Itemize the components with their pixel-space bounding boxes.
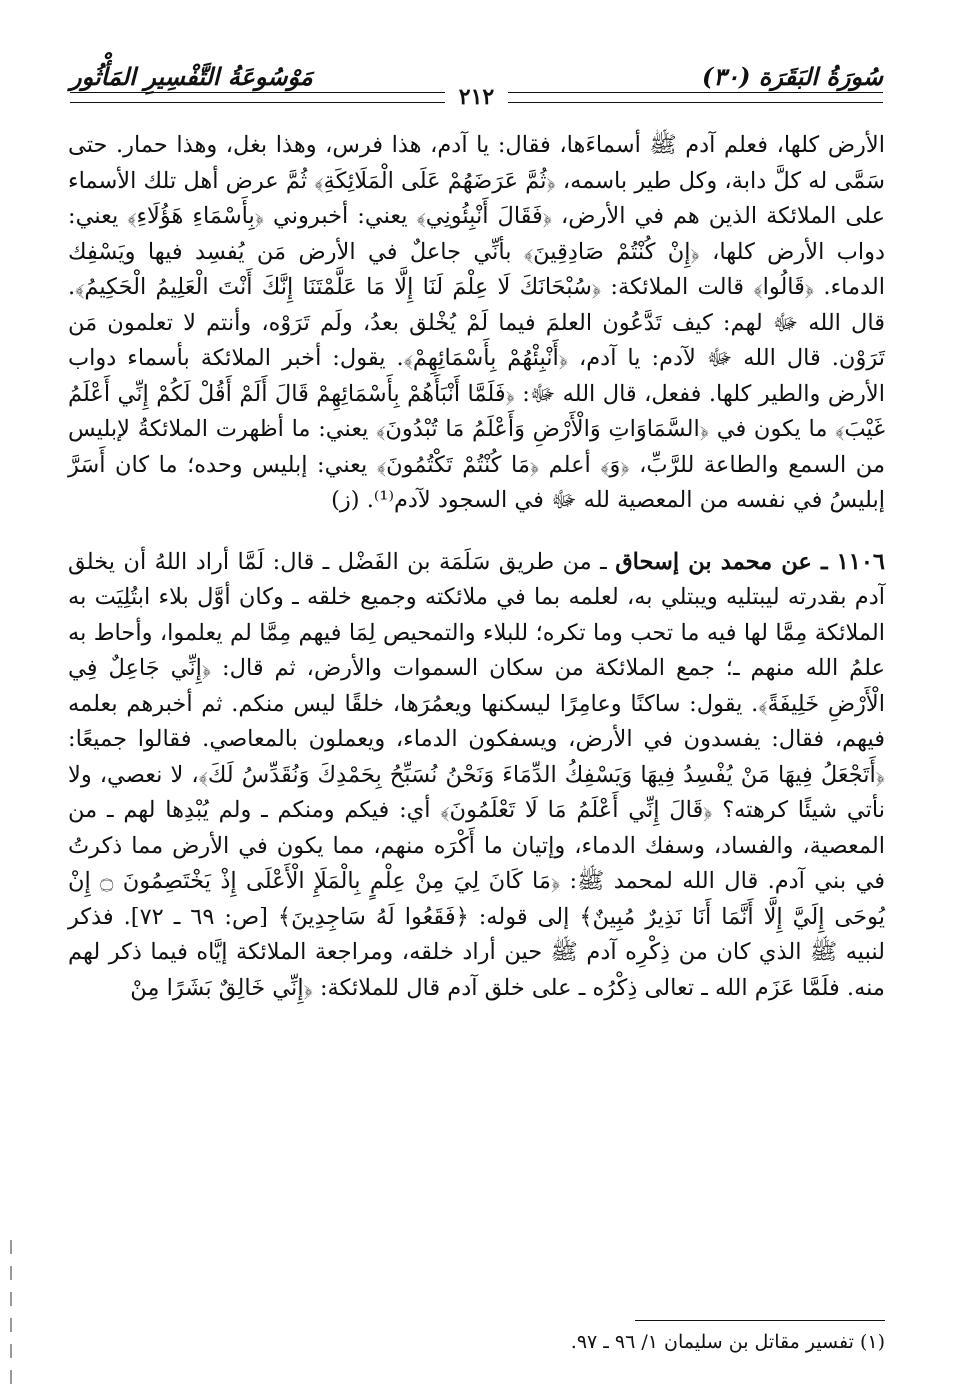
paragraph-1: الأرض كلها، فعلم آدم ﷺ أسماءَها، فقال: يا آدم، هذا فرس، وهذا بغل، وهذا حمار. حتى سَمَّى له كلَّ دابة، وكل طير باسمه، ﴿ثُمَّ عَرَضَهُمْ عَلَى الْمَلَائِكَةِ﴾ ثُمَّ عرض أهل تلك الأسماء على الملائكة الذين هم في الأرض، ﴿فَقَالَ أَنْبِئُونِي﴾ يعني: أخبروني ﴿بِأَسْمَاءِ هَؤُلَاءِ﴾ يعني: دواب الأرض كلها، ﴿إِنْ كُنْتُمْ صَادِقِينَ﴾ بأنِّي جاعلٌ في الأرض مَن يُفسِد فيها ويَسْفِك الدماء. ﴿قَالُوا﴾ قالت الملائكة: ﴿سُبْحَانَكَ لَا عِلْمَ لَنَا إِلَّا مَا عَلَّمْتَنَا إِنَّكَ أَنْتَ الْعَلِيمُ الْحَكِيمُ﴾. قال الله ﷻ لهم: كيف تَدَّعُون العلمَ فيما لَمْ يُخْلق بعدُ، ولَم تَرَوْه، وأنتم لا تعلمون مَن تَرَوْن. قال الله ﷻ لآدم: يا آدم، ﴿أَنْبِئْهُمْ بِأَسْمَائِهِمْ﴾. يقول: أخبر الملائكة بأسماء دواب الأرض والطير كلها. ففعل، قال الله ﷻ: ﴿فَلَمَّا أَنْبَأَهُمْ بِأَسْمَائِهِمْ قَالَ أَلَمْ أَقُلْ لَكُمْ إِنِّي أَعْلَمُ غَيْبَ﴾ ما يكون في ﴿السَّمَاوَاتِ وَالْأَرْضِ وَأَعْلَمُ مَا تُبْدُونَ﴾ يعني: ما أظهرت الملائكةُ لإبليس من السمع والطاعة للرَّبِّ، ﴿وَ﴾ أعلم ﴿مَا كُنْتُمْ تَكْتُمُونَ﴾ يعني: إبليس وحده؛ ما كان أَسَرَّ إبليسُ في نفسه من المعصية لله ﷻ في السجود لآدم⁽¹⁾. (ز) <box>68 132 885 513</box>
book-title: مَوْسُوعَةُ التَّفْسِيرِ المَأْثُور <box>70 62 313 91</box>
surah-title: سُورَةُ البَقَرَة (٣٠) <box>701 62 883 91</box>
page-number-wrap <box>70 84 883 110</box>
page-header <box>70 58 883 114</box>
narration-lead: ١١٠٦ ـ عن محمد بن إسحاق <box>615 548 885 575</box>
scan-edge-marks <box>10 1240 12 1390</box>
narration-text: ـ من طريق سَلَمَة بن الفَضْل ـ قال: لَمَّا أراد اللهُ أن يخلق آدم بقدرته ليبتليه ويبتلي به، لعلمه بما في ملائكته وجميع خلقه ـ وكان أوَّل بلاء ابتُلِيَت به الملائكة مِمَّا لها فيه ما تحب وما تكره؛ للبلاء والتمحيص لِمَا فيهم مِمَّا لم يعلموا، وأحاط به علمُ الله منهم ـ؛ جمع الملائكة من سكان السموات والأرض، ثم قال: ﴿إِنِّي جَاعِلٌ فِي الْأَرْضِ خَلِيفَةً﴾. يقول: ساكنًا وعامِرًا ليسكنها ويعمُرَها، خلقًا ليس منكم. ثم أخبرهم بعلمه فيهم، فقال: يفسدون في الأرض، ويسفكون الدماء، ويعملون بالمعاصي. فقالوا جميعًا: ﴿أَتَجْعَلُ فِيهَا مَنْ يُفْسِدُ فِيهَا وَيَسْفِكُ الدِّمَاءَ وَنَحْنُ نُسَبِّحُ بِحَمْدِكَ وَنُقَدِّسُ لَكَ﴾، لا نعصي، ولا نأتي شيئًا كرهته؟ ﴿قَالَ إِنِّي أَعْلَمُ مَا لَا تَعْلَمُونَ﴾ أي: فيكم ومنكم ـ ولم يُبْدِها لهم ـ من المعصية، والفساد، وسفك الدماء، وإتيان ما أَكْرَه منهم، مما يكون في الأرض مما ذكرتُ في بني آدم. قال الله لمحمد ﷺ: ﴿مَا كَانَ لِيَ مِنْ عِلْمٍ بِالْمَلَإِ الْأَعْلَى إِذْ يَخْتَصِمُونَ ۝ إِنْ يُوحَى إِلَيَّ إِلَّا أَنَّمَا أَنَا نَذِيرٌ مُبِينٌ﴾ إلى قوله: ﴿فَقَعُوا لَهُ سَاجِدِينَ﴾ [ص: ٦٩ ـ ٧٢]. فذكر لنبيه ﷺ الذي كان من ذِكْرِه آدم ﷺ حين أراد خلقه، ومراجعة الملائكة إيَّاه فيما ذكر لهم منه. فلَمَّا عَزَم الله ـ تعالى ذِكْرُه ـ على خلق آدم قال للملائكة: ﴿إِنِّي خَالِقٌ بَشَرًا مِنْ <box>68 548 886 1001</box>
paragraph-2 <box>68 545 885 1007</box>
page-body <box>68 128 885 1006</box>
page-number: ٢١٢ <box>445 84 508 110</box>
footnote-rule <box>635 1320 885 1321</box>
footnote: (١) تفسير مقاتل بن سليمان ١/ ٩٦ ـ ٩٧. <box>570 1331 885 1353</box>
